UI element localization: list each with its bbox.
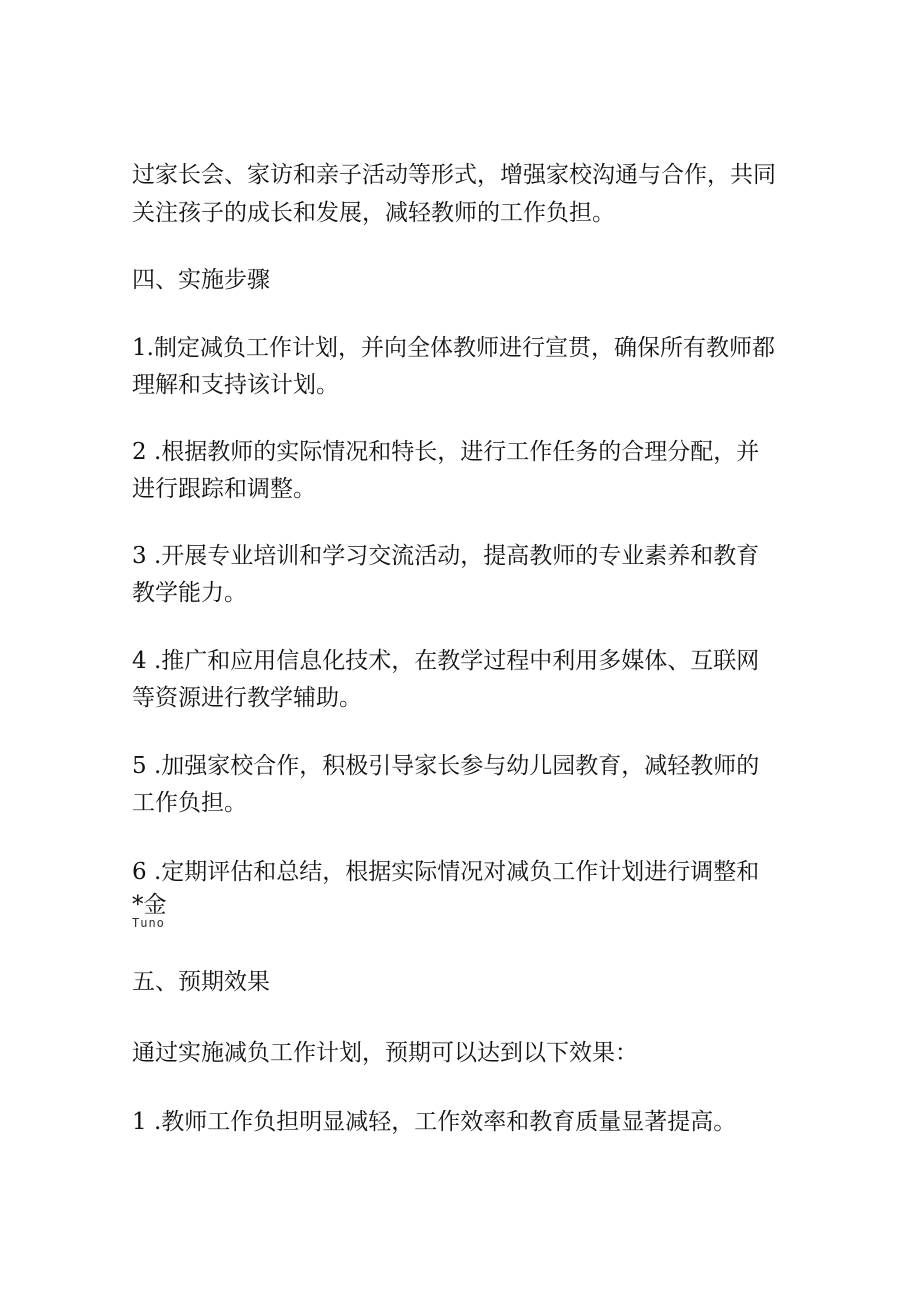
section-heading: 四、实施步骤 xyxy=(132,267,270,293)
section-heading: 五、预期效果 xyxy=(132,969,270,995)
list-item-line: 进行跟踪和调整。 xyxy=(132,476,316,502)
list-item-line: 6 .定期评估和总结，根据实际情况对减负工作计划进行调整和 xyxy=(132,859,760,885)
list-item-line: 1 .教师工作负担明显减轻，工作效率和教育质量显著提高。 xyxy=(132,1109,737,1135)
list-item-line: 2 .根据教师的实际情况和特长，进行工作任务的合理分配，并 xyxy=(132,439,760,465)
list-item-line: 1.制定减负工作计划，并向全体教师进行宣贯，确保所有教师都 xyxy=(132,335,775,361)
paragraph-line: 过家长会、家访和亲子活动等形式，增强家校沟通与合作，共同 xyxy=(132,162,776,188)
list-item-line: 等资源进行教学辅助。 xyxy=(132,685,362,711)
list-item-line: 理解和支持该计划。 xyxy=(132,372,339,398)
list-item-line: 教学能力。 xyxy=(132,580,247,606)
garbled-text-fragment: Tuno xyxy=(132,916,165,930)
list-item-line: *金 xyxy=(132,892,167,918)
paragraph-line: 通过实施减负工作计划，预期可以达到以下效果： xyxy=(132,1040,638,1066)
list-item-line: 5 .加强家校合作，积极引导家长参与幼儿园教育，减轻教师的 xyxy=(132,753,760,779)
list-item-line: 工作负担。 xyxy=(132,790,247,816)
paragraph-line: 关注孩子的成长和发展，减轻教师的工作负担。 xyxy=(132,200,615,226)
list-item-line: 3 .开展专业培训和学习交流活动，提高教师的专业素养和教育 xyxy=(132,543,760,569)
list-item-line: 4 .推广和应用信息化技术，在教学过程中利用多媒体、互联网 xyxy=(132,648,760,674)
